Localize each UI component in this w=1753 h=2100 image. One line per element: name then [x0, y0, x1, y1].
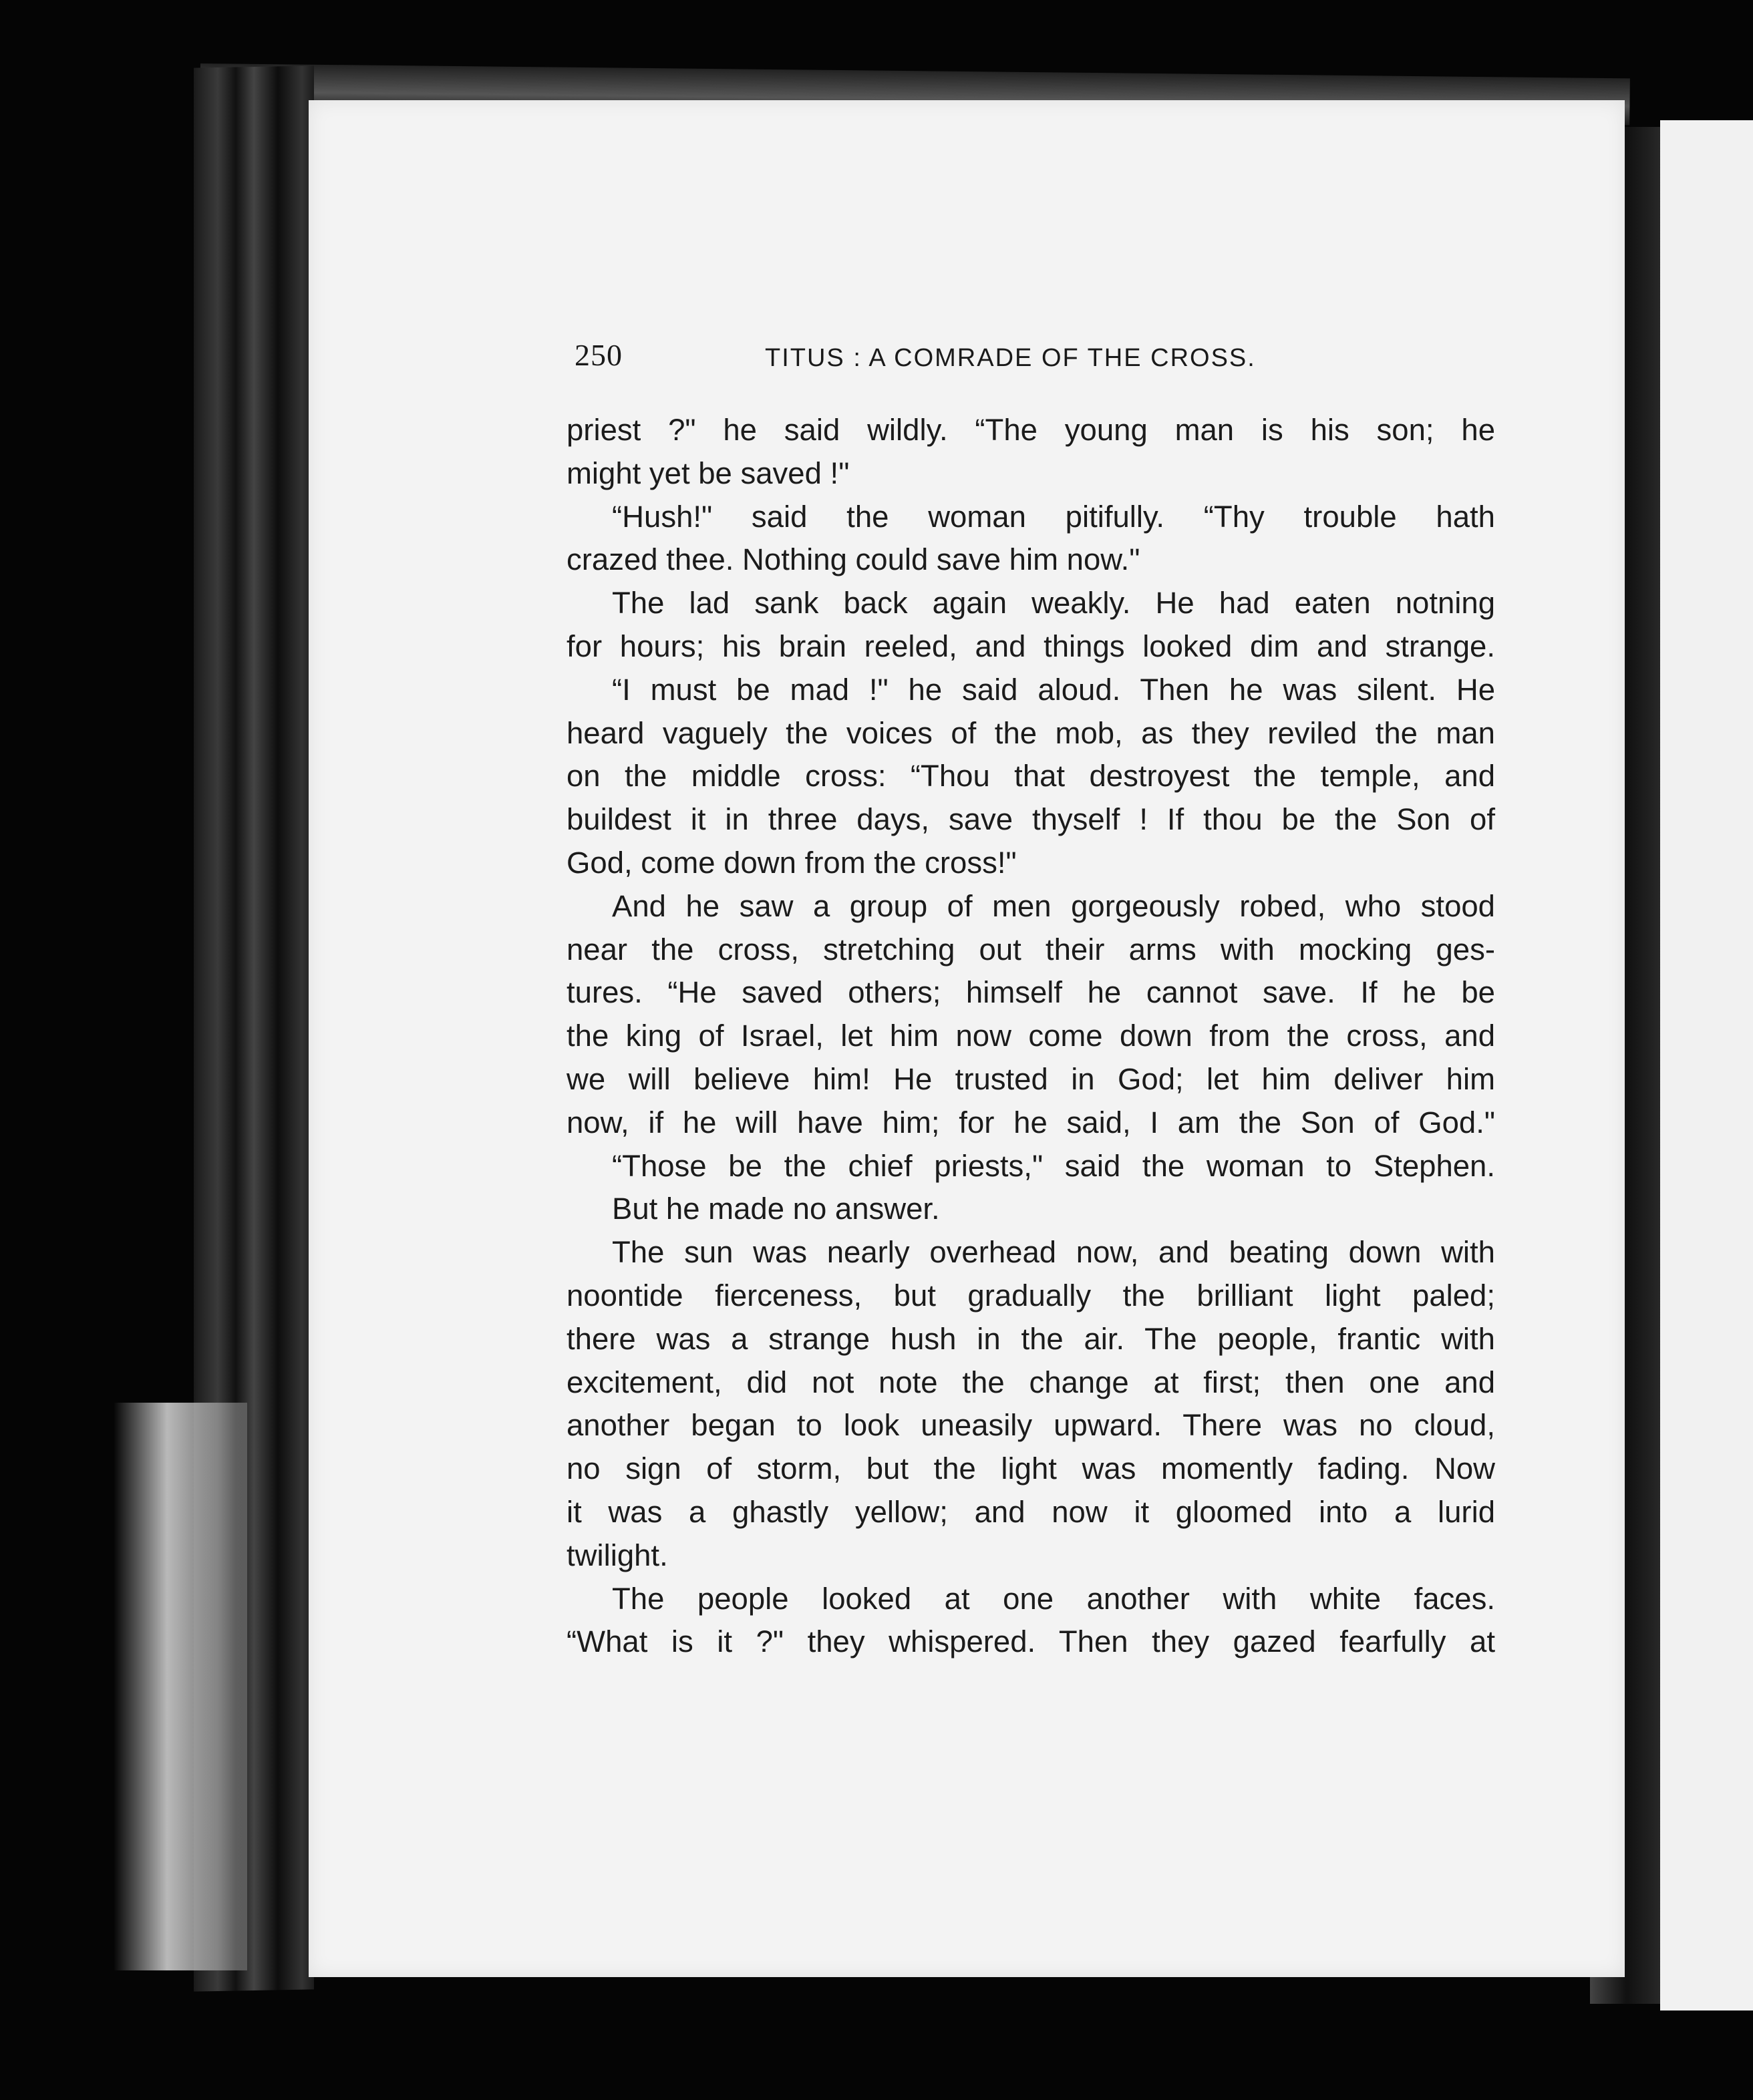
page-header [575, 337, 1490, 384]
text-line: for hours; his brain reeled, and things looked dim and strange. [567, 629, 1495, 663]
text-line: But he made no answer. [612, 1192, 940, 1226]
text-line: “I must be mad !" he said aloud. Then he was silent. He [612, 672, 1495, 707]
text-line: God, come down from the cross!" [567, 845, 1017, 880]
text-line: And he saw a group of men gorgeously robed, who stood [612, 888, 1495, 923]
page-number: 250 [575, 338, 623, 372]
text-line: “What is it ?" they whispered. Then they gazed fearfully at [567, 1624, 1495, 1659]
text-line: heard vaguely the voices of the mob, as they reviled the man [567, 715, 1495, 750]
text-line: might yet be saved !" [567, 456, 850, 490]
text-line: we will believe him! He trusted in God; let him deliver him [567, 1061, 1495, 1096]
text-line: twilight. [567, 1538, 668, 1572]
body-text [567, 409, 1495, 1664]
text-line: The lad sank back again weakly. He had eaten notning [612, 586, 1495, 621]
running-title: TITUS : A COMRADE OF THE CROSS. [765, 344, 1256, 372]
book-edge-glare [114, 1403, 247, 1970]
text-line: “Hush!" said the woman pitifully. “Thy trouble hath [612, 499, 1495, 534]
text-line: another began to look uneasily upward. There was no cloud, [567, 1408, 1495, 1443]
text-line: The people looked at one another with white faces. [612, 1581, 1495, 1616]
facing-page-edge [1660, 120, 1753, 2010]
text-line: no sign of storm, but the light was momently fading. Now [567, 1451, 1495, 1486]
text-line: priest ?" he said wildly. “The young man is his son; he [567, 413, 1495, 447]
text-line: The sun was nearly overhead now, and beating down with [612, 1235, 1495, 1270]
text-line: the king of Israel, let him now come down from the cross, and [567, 1019, 1495, 1053]
text-line: it was a ghastly yellow; and now it gloomed into a lurid [567, 1494, 1495, 1529]
text-line: there was a strange hush in the air. The people, frantic with [567, 1321, 1495, 1356]
text-line: “Those be the chief priests," said the woman to Stephen. [612, 1148, 1495, 1183]
text-line: near the cross, stretching out their arms with mocking ges- [567, 932, 1495, 967]
text-line: tures. “He saved others; himself he cannot save. If he be [567, 975, 1495, 1010]
text-line: buildest it in three days, save thyself ! If thou be the Son of [567, 802, 1495, 837]
text-line: on the middle cross: “Thou that destroyest the temple, and [567, 759, 1495, 794]
text-line: excitement, did not note the change at first; then one and [567, 1365, 1495, 1399]
text-line: noontide fierceness, but gradually the brilliant light paled; [567, 1278, 1495, 1312]
text-line: now, if he will have him; for he said, I am the Son of God." [567, 1105, 1495, 1140]
text-line: crazed thee. Nothing could save him now." [567, 542, 1140, 577]
